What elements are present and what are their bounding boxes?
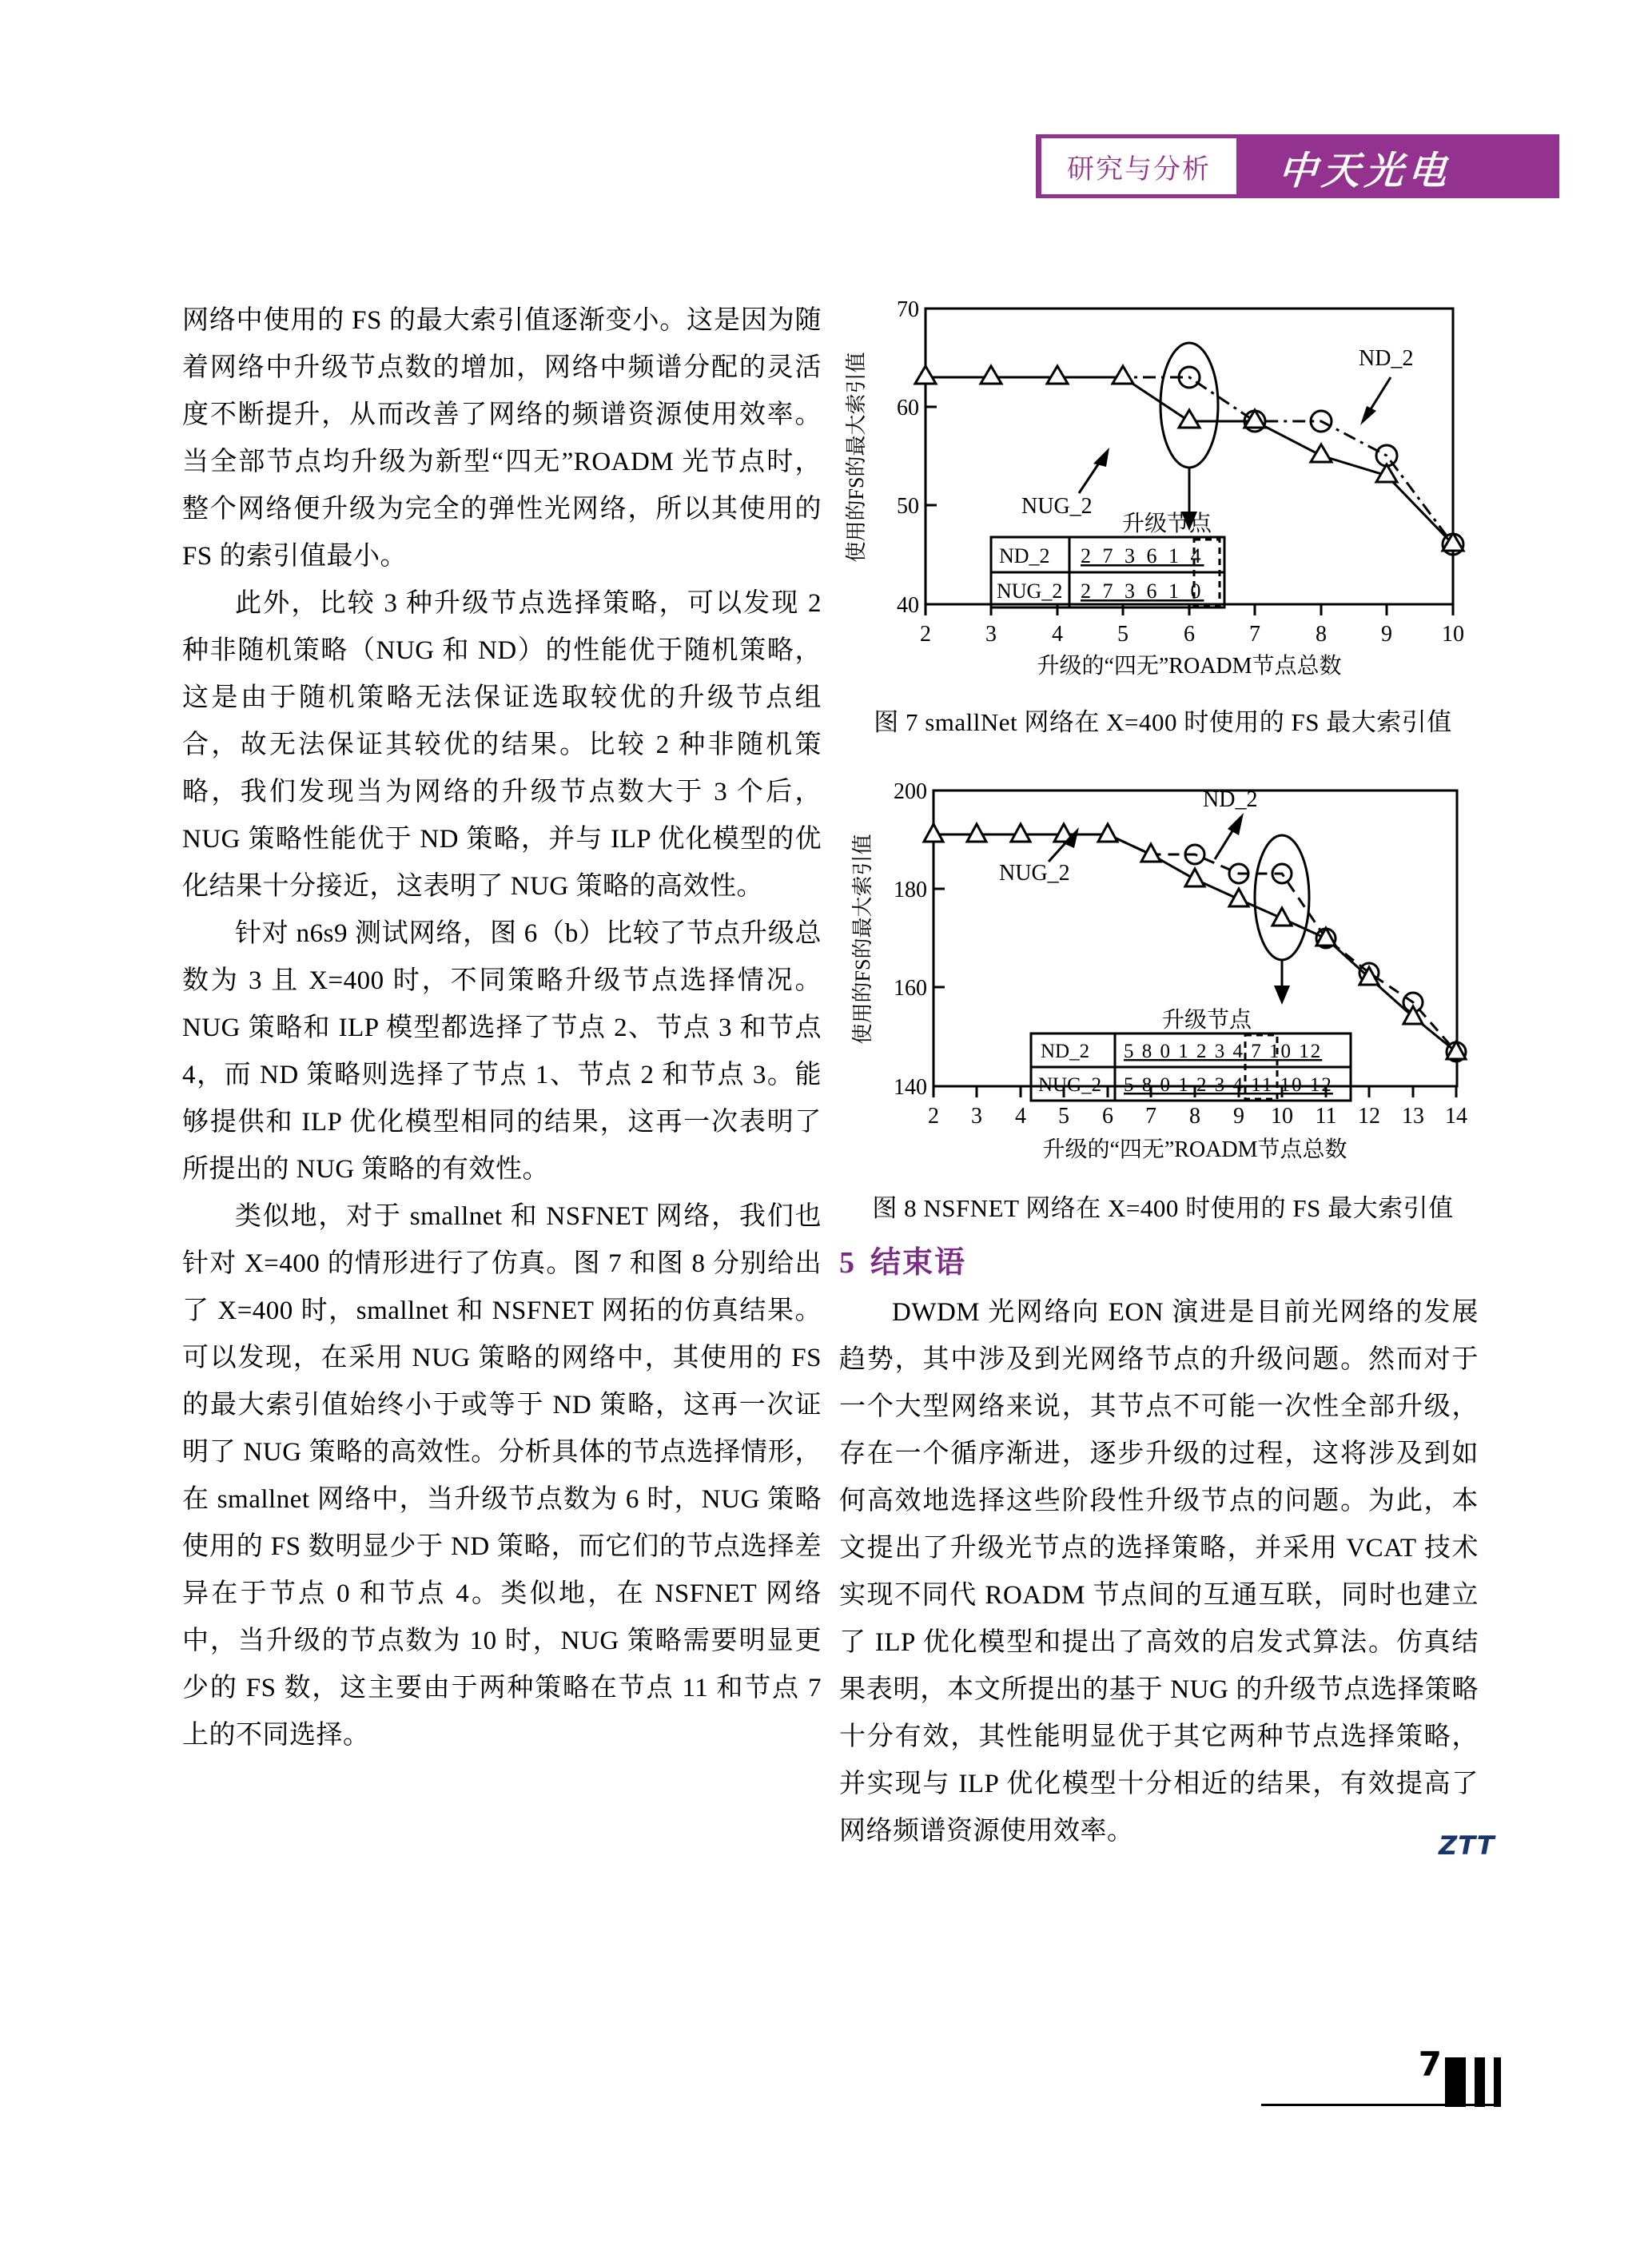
section-number: 5 [839,1246,856,1280]
svg-text:10: 10 [1442,622,1464,647]
y-axis-label: 使用的FS的最大索引值 [845,352,868,563]
section-title: 结束语 [870,1244,967,1280]
figure-8-chart [839,779,1487,1179]
figure-7-chart [839,297,1487,693]
x-axis-tick-labels [928,1104,1467,1129]
svg-text:70: 70 [897,297,919,322]
figure-8 [839,779,1487,1224]
svg-text:50: 50 [897,494,919,519]
inset-table-title: 升级节点 [1161,1008,1252,1033]
highlight-ellipse [1160,343,1218,468]
svg-text:60: 60 [897,396,919,420]
paragraph: 此外，比较 3 种升级节点选择策略，可以发现 2 种非随机策略（NUG 和 ND）的性能优于随机策略，这是由于随机策略无法保证选取较优的升级节点组合，故无法保证其较优的结果。比较 2 种非随机策略，我们发现当为网络的升级节点数大于 3 个后，NUG 策略性能优于 ND 策略，并与 ILP 优化模型的优化结果十分接近，这表明了 NUG 策略的高效性。 [182,589,822,901]
svg-text:12: 12 [1358,1104,1380,1129]
svg-text:6: 6 [1102,1104,1113,1129]
svg-text:3: 3 [971,1104,982,1129]
svg-text:NUG_2: NUG_2 [1038,1074,1102,1096]
annotation-nd2: ND_2 [1203,787,1258,812]
page-footer [1199,2037,1543,2125]
svg-text:2 7 3 6 1 0: 2 7 3 6 1 0 [1081,579,1204,603]
svg-text:ND_2: ND_2 [1041,1041,1090,1062]
svg-text:8: 8 [1316,622,1327,647]
svg-text:5: 5 [1058,1104,1069,1129]
svg-text:7: 7 [1145,1104,1156,1129]
svg-text:NUG_2: NUG_2 [997,579,1063,603]
svg-text:2: 2 [920,622,931,647]
page-header [0,0,1652,208]
figure-7-caption: 图 7 smallNet 网络在 X=400 时使用的 FS 最大索引值 [874,708,1452,736]
annotation-nd2: ND_2 [1359,346,1414,371]
header-section-tag: 研究与分析 [1039,136,1239,197]
x-axis-label: 升级的“四无”ROADM节点总数 [1037,654,1342,679]
header-logo: 中天光电 [1276,148,1453,193]
paragraph: DWDM 光网络向 EON 演进是目前光网络的发展趋势，其中涉及到光网络节点的升级问题。然而对于一个大型网络来说，其节点不可能一次性全部升级，存在一个循序渐进，逐步升级的过程，这将涉及到如何高效地选择这些阶段性升级节点的问题。为此，本文提出了升级光节点的选择策略，并采用 VCAT 技术实现不同代 ROADM 节点间的互通互联，同时也建立了 ILP 优化模型和提出了高效的启发式算法。仿真结果表明，本文所提出的基于 NUG 的升级节点选择策略十分有效，其性能明显优于其它两种节点选择策略，并实现与 ILP 优化模型十分相近的结果，有效提高了网络频谱资源使用效率。 [839,1298,1479,1846]
y-axis-label: 使用的FS的最大索引值 [851,834,874,1045]
svg-text:14: 14 [1445,1104,1467,1129]
svg-text:2: 2 [928,1104,939,1129]
svg-text:5 8 0 1 2 3 4 7 10 12: 5 8 0 1 2 3 4 7 10 12 [1124,1041,1323,1062]
svg-text:2 7 3 6 1 4: 2 7 3 6 1 4 [1081,544,1204,567]
footer-bar-thick [1445,2057,1466,2107]
svg-text:140: 140 [894,1075,927,1100]
svg-text:7: 7 [1249,622,1260,647]
svg-text:3: 3 [985,622,997,647]
figure-8-caption: 图 8 NSFNET 网络在 X=400 时使用的 FS 最大索引值 [872,1194,1454,1222]
annotation-nug2: NUG_2 [1021,494,1093,519]
y-axis-tick-labels [894,779,927,1100]
paragraph: 网络中使用的 FS 的最大索引值逐渐变小。这是因为随着网络中升级节点数的增加，网络中频谱分配的灵活度不断提升，从而改善了网络的频谱资源使用效率。当全部节点均升级为新型“四无”ROADM 光节点时，整个网络便升级为完全的弹性光网络，所以其使用的 FS 的索引值最小。 [182,306,822,571]
x-axis-label: 升级的“四无”ROADM节点总数 [1042,1137,1347,1162]
paragraph: 类似地，对于 smallnet 和 NSFNET 网络，我们也针对 X=400 的情形进行了仿真。图 7 和图 8 分别给出了 X=400 时，smallnet 和 NSFNET 网拓的仿真结果。可以发现，在采用 NUG 策略的网络中，其使用的 FS 的最大索引值始终小于或等于 ND 策略，这再一次证明了 NUG 策略的高效性。分析具体的节点选择情形，在 smallnet 网络中，当升级节点数为 6 时，NUG 策略使用的 FS 数明显少于 ND 策略，而它们的节点选择差异在于节点 0 和节点 4。类似地，在 NSFNET 网络中，当升级的节点数为 10 时，NUG 策略需要明显更少的 FS 数，这主要由于两种策略在节点 11 和节点 7 上的不同选择。 [182,1202,822,1750]
inset-table-title: 升级节点 [1121,512,1212,536]
page-number: 7 [1418,2045,1442,2084]
section-heading [839,1237,1479,1281]
left-column [182,297,822,1759]
svg-text:4: 4 [1052,622,1063,647]
svg-text:10: 10 [1271,1104,1293,1129]
svg-text:5: 5 [1117,622,1129,647]
svg-text:9: 9 [1233,1104,1244,1129]
svg-text:13: 13 [1402,1104,1424,1129]
svg-text:8: 8 [1189,1104,1200,1129]
svg-text:160: 160 [894,976,927,1001]
footer-bar-thin [1494,2057,1501,2107]
svg-text:180: 180 [894,878,927,902]
svg-text:6: 6 [1184,622,1195,647]
svg-text:11: 11 [1315,1104,1337,1129]
highlight-ellipse [1255,835,1309,960]
arrow-head [1274,986,1290,1005]
annotation-nug2: NUG_2 [999,861,1070,886]
right-column [839,1223,1479,1855]
svg-text:9: 9 [1381,622,1392,647]
y-axis-tick-labels [897,297,919,618]
svg-text:200: 200 [894,779,927,804]
svg-text:40: 40 [897,593,919,618]
footer-bar-medium [1475,2057,1485,2107]
svg-text:5 8 0 1 2 3 4 11 10 12: 5 8 0 1 2 3 4 11 10 12 [1124,1074,1333,1096]
paragraph: 针对 n6s9 测试网络，图 6（b）比较了节点升级总数为 3 且 X=400 时，不同策略升级节点选择情况。NUG 策略和 ILP 模型都选择了节点 2、节点 3 和节点 4，而 ND 策略则选择了节点 1、节点 2 和节点 3。能够提供和 ILP 优化模型相同的结果，这再一次表明了所提出的 NUG 策略的有效性。 [182,919,822,1184]
figure-7 [839,297,1487,738]
svg-text:4: 4 [1015,1104,1026,1129]
ztt-watermark: ZTT [1439,1830,1495,1861]
svg-text:ND_2: ND_2 [999,544,1050,567]
x-axis-tick-labels [920,622,1464,647]
